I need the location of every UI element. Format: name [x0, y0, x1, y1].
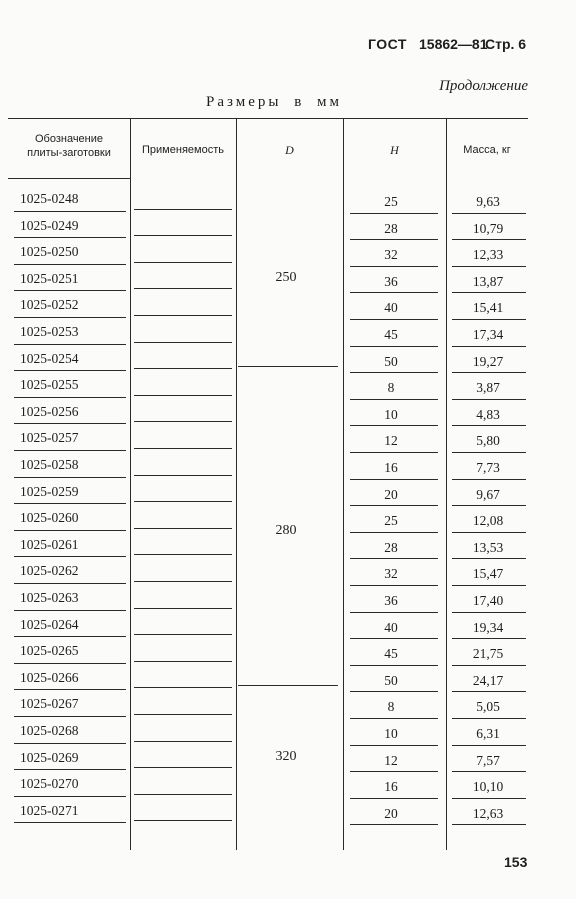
table-row-code: 1025-0252 [20, 297, 79, 313]
code-underline [14, 689, 126, 690]
code-underline [14, 317, 126, 318]
table-row-code: 1025-0266 [20, 669, 79, 685]
table-row-mass: 5,05 [476, 699, 500, 715]
h-underline [350, 239, 438, 240]
mass-underline [452, 638, 526, 639]
code-underline [14, 610, 126, 611]
table-row-h: 12 [384, 752, 398, 768]
code-underline [14, 237, 126, 238]
code-underline [14, 397, 126, 398]
table-row-code: 1025-0271 [20, 802, 79, 818]
applicability-blank [134, 501, 232, 502]
table-row-code: 1025-0262 [20, 563, 79, 579]
table-row-mass: 12,08 [472, 513, 504, 529]
table-row-mass: 9,67 [476, 486, 500, 502]
h-underline [350, 452, 438, 453]
table-row-mass: 10,79 [472, 220, 504, 236]
mass-underline [452, 665, 526, 666]
table-row-h: 40 [384, 619, 398, 635]
dimensions-note: Размеры в мм [206, 94, 343, 110]
h-underline [350, 558, 438, 559]
table-row-code: 1025-0258 [20, 457, 79, 472]
column-divider [130, 118, 131, 850]
table-row-code: 1025-0253 [20, 324, 79, 339]
table-row-code: 1025-0255 [20, 377, 79, 393]
h-underline [350, 771, 438, 772]
table-group-d: 320 [275, 748, 297, 764]
mass-underline [452, 425, 526, 426]
applicability-blank [134, 741, 232, 742]
h-underline [350, 505, 438, 506]
applicability-blank [134, 581, 232, 582]
mass-underline [452, 745, 526, 746]
page-number: 153 [504, 854, 528, 870]
table-row-h: 16 [384, 460, 398, 475]
table-row-h: 40 [384, 300, 398, 316]
mass-underline [452, 558, 526, 559]
applicability-blank [134, 315, 232, 316]
mass-underline [452, 266, 526, 267]
table-row-h: 10 [384, 726, 398, 741]
table-group-d: 280 [275, 522, 297, 538]
table-row-mass: 21,75 [472, 646, 504, 662]
table-row-mass: 12,63 [472, 805, 504, 821]
applicability-blank [134, 794, 232, 795]
h-underline [350, 346, 438, 347]
applicability-blank [134, 262, 232, 263]
h-underline [350, 372, 438, 373]
header-page-label: Стр. 6 [485, 36, 527, 52]
mass-underline [452, 292, 526, 293]
column-header-line: Применяемость [142, 144, 224, 156]
mass-underline [452, 505, 526, 506]
table-row-code: 1025-0261 [20, 536, 79, 552]
header-gost: ГОСТ [368, 36, 407, 52]
h-underline [350, 292, 438, 293]
table-row-h: 8 [387, 380, 395, 396]
h-underline [350, 266, 438, 267]
mass-underline [452, 319, 526, 320]
table-row-mass: 9,63 [476, 194, 500, 209]
table-row-code: 1025-0264 [20, 616, 79, 632]
table-row-code: 1025-0260 [20, 510, 79, 526]
mass-underline [452, 346, 526, 347]
code-underline [14, 290, 126, 291]
applicability-blank [134, 209, 232, 210]
code-underline [14, 663, 126, 664]
h-underline [350, 691, 438, 692]
applicability-blank [134, 554, 232, 555]
applicability-blank [134, 235, 232, 236]
table-row-h: 12 [384, 433, 398, 449]
h-underline [350, 745, 438, 746]
column-header [236, 143, 343, 157]
table-row-mass: 3,87 [476, 380, 500, 396]
table-row-h: 36 [384, 593, 398, 608]
code-underline [14, 556, 126, 557]
table-row-mass: 5,80 [476, 433, 500, 449]
h-underline [350, 612, 438, 613]
table-row-h: 20 [384, 805, 398, 821]
table-row-mass: 7,73 [476, 460, 500, 475]
mass-underline [452, 691, 526, 692]
mass-underline [452, 479, 526, 480]
table-row-code: 1025-0248 [20, 191, 79, 206]
applicability-blank [134, 820, 232, 821]
table-row-code: 1025-0256 [20, 403, 79, 419]
table-row-code: 1025-0250 [20, 244, 79, 260]
code-underline [14, 716, 126, 717]
column-divider [343, 118, 344, 850]
applicability-blank [134, 714, 232, 715]
h-underline [350, 798, 438, 799]
table-row-code: 1025-0257 [20, 430, 79, 446]
table-row-h: 20 [384, 486, 398, 502]
h-underline [350, 638, 438, 639]
mass-underline [452, 399, 526, 400]
applicability-blank [134, 661, 232, 662]
column-divider [446, 118, 447, 850]
table-group-d: 250 [275, 270, 297, 286]
mass-underline [452, 452, 526, 453]
code-underline [14, 477, 126, 478]
code-underline [14, 796, 126, 797]
table-row-mass: 6,31 [476, 726, 500, 741]
d-group-separator [238, 366, 338, 367]
table-row-h: 28 [384, 220, 398, 236]
table-row-code: 1025-0249 [20, 217, 79, 233]
table-row-h: 8 [387, 699, 395, 715]
d-group-separator [238, 685, 338, 686]
mass-underline [452, 824, 526, 825]
code-underline [14, 530, 126, 531]
table-row-h: 50 [384, 672, 398, 688]
table-row-mass: 17,34 [472, 327, 504, 342]
header-bottom-rule [8, 178, 130, 179]
code-underline [14, 583, 126, 584]
table-row-mass: 24,17 [472, 672, 504, 688]
table-row-mass: 13,53 [472, 539, 504, 555]
h-underline [350, 532, 438, 533]
h-underline [350, 213, 438, 214]
table-row-h: 28 [384, 539, 398, 555]
code-underline [14, 822, 126, 823]
code-underline [14, 344, 126, 345]
mass-underline [452, 239, 526, 240]
table-row-h: 25 [384, 513, 398, 529]
h-underline [350, 824, 438, 825]
table-row-mass: 19,27 [472, 353, 504, 369]
code-underline [14, 743, 126, 744]
continuation-label: Продолжение [439, 78, 528, 94]
table-row-mass: 15,47 [472, 566, 504, 582]
column-header [343, 143, 446, 157]
column-header [8, 132, 130, 160]
table-row-h: 32 [384, 566, 398, 582]
mass-underline [452, 771, 526, 772]
mass-underline [452, 532, 526, 533]
applicability-blank [134, 421, 232, 422]
column-header [446, 143, 528, 157]
column-header [130, 143, 236, 157]
column-header-line: плиты-заготовки [27, 147, 111, 159]
code-underline [14, 636, 126, 637]
applicability-blank [134, 475, 232, 476]
applicability-blank [134, 634, 232, 635]
table-row-code: 1025-0254 [20, 350, 79, 366]
table-row-code: 1025-0267 [20, 696, 79, 712]
code-underline [14, 769, 126, 770]
table-row-code: 1025-0259 [20, 483, 79, 499]
code-underline [14, 370, 126, 371]
table-row-mass: 19,34 [472, 619, 504, 635]
applicability-blank [134, 368, 232, 369]
table-row-mass: 4,83 [476, 406, 500, 422]
mass-underline [452, 372, 526, 373]
table-row-code: 1025-0269 [20, 749, 79, 765]
mass-underline [452, 213, 526, 214]
column-header-line: Масса, кг [463, 144, 511, 156]
h-underline [350, 319, 438, 320]
table-row-h: 10 [384, 406, 398, 422]
table-row-code: 1025-0263 [20, 590, 79, 605]
h-underline [350, 479, 438, 480]
column-divider [236, 118, 237, 850]
applicability-blank [134, 608, 232, 609]
table-row-h: 36 [384, 273, 398, 289]
code-underline [14, 503, 126, 504]
table-row-code: 1025-0268 [20, 723, 79, 738]
applicability-blank [134, 288, 232, 289]
mass-underline [452, 798, 526, 799]
table-row-h: 45 [384, 646, 398, 662]
table-row-mass: 7,57 [476, 752, 500, 768]
table-row-h: 50 [384, 353, 398, 369]
table-row-code: 1025-0270 [20, 776, 79, 792]
applicability-blank [134, 395, 232, 396]
table-row-mass: 17,40 [472, 593, 504, 608]
table-row-mass: 13,87 [472, 273, 504, 289]
applicability-blank [134, 528, 232, 529]
applicability-blank [134, 342, 232, 343]
mass-underline [452, 585, 526, 586]
header-standard-number: 15862—81 [419, 36, 488, 52]
code-underline [14, 423, 126, 424]
table-row-h: 16 [384, 779, 398, 795]
h-underline [350, 585, 438, 586]
code-underline [14, 211, 126, 212]
applicability-blank [134, 448, 232, 449]
table-row-h: 32 [384, 247, 398, 263]
table-row-code: 1025-0251 [20, 270, 79, 286]
column-header-line: Обозначение [34, 133, 104, 145]
table-row-h: 25 [384, 194, 398, 209]
table-row-code: 1025-0265 [20, 643, 79, 659]
column-header-line: H [390, 143, 399, 157]
h-underline [350, 718, 438, 719]
applicability-blank [134, 767, 232, 768]
column-header-line: D [285, 143, 294, 157]
table-top-rule [8, 118, 528, 119]
h-underline [350, 399, 438, 400]
applicability-blank [134, 687, 232, 688]
code-underline [14, 264, 126, 265]
table-row-mass: 15,41 [472, 300, 504, 316]
mass-underline [452, 718, 526, 719]
h-underline [350, 665, 438, 666]
code-underline [14, 450, 126, 451]
table-row-mass: 10,10 [472, 779, 504, 795]
table-row-h: 45 [384, 327, 398, 342]
table-row-mass: 12,33 [472, 247, 504, 263]
h-underline [350, 425, 438, 426]
mass-underline [452, 612, 526, 613]
